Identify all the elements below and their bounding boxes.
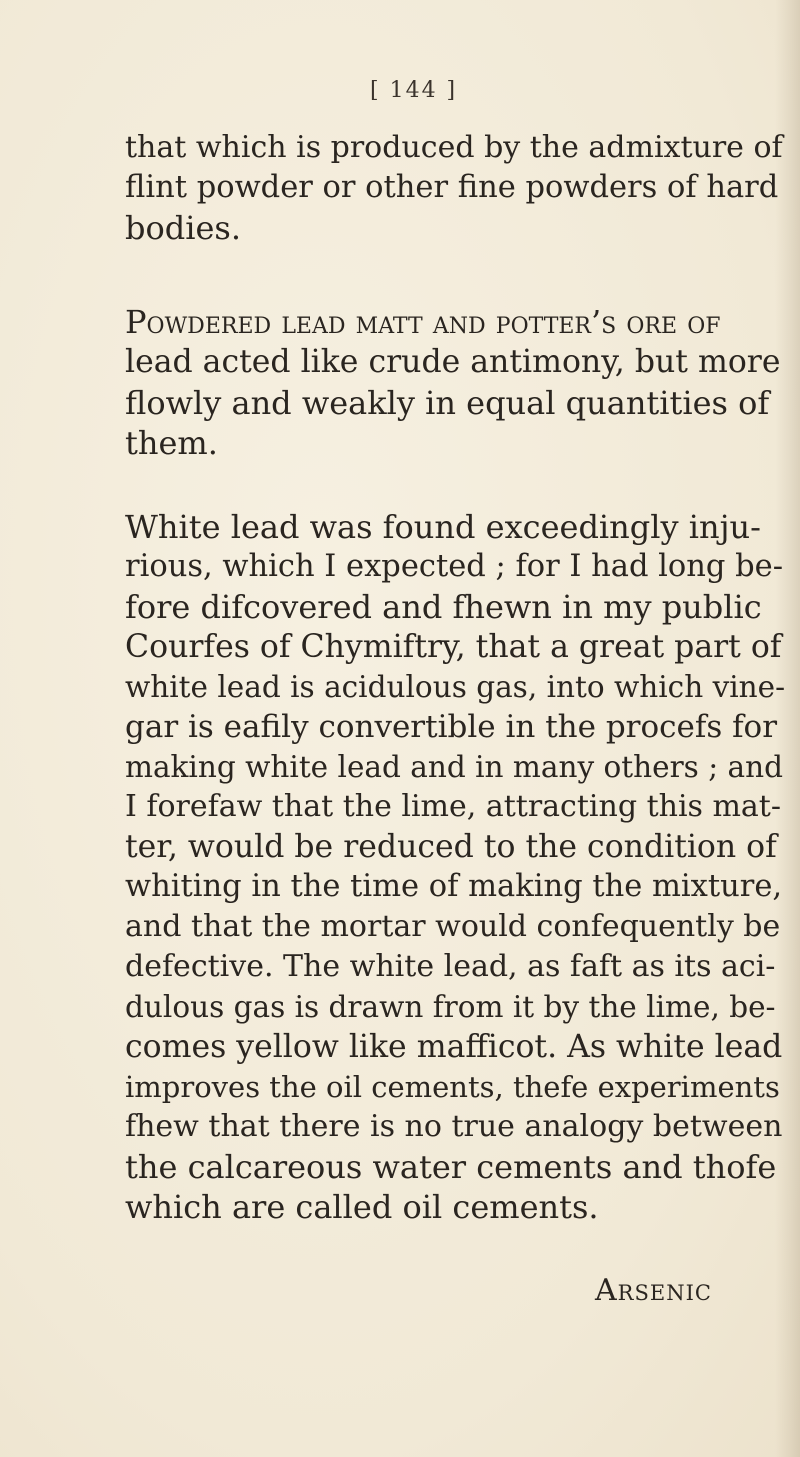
- text-line: them.: [125, 424, 218, 462]
- text-line: white lead is acidulous gas, into which vine-: [125, 670, 786, 704]
- text-line: gar is eafily convertible in the procefs for: [125, 709, 778, 745]
- text-line: lead acted like crude antimony, but more: [125, 344, 781, 380]
- text-line: flint powder or other fine powders of hard: [125, 170, 779, 205]
- text-line: fhew that there is no true analogy between: [125, 1109, 783, 1144]
- text-line: the calcareous water cements and thofe: [125, 1148, 777, 1186]
- text-line: that which is produced by the admixture of: [125, 130, 783, 165]
- text-line: dulous gas is drawn from it by the lime, be-: [125, 990, 776, 1024]
- text-line: flowly and weakly in equal quantities of: [125, 384, 770, 422]
- text-line: and that the mortar would confequently be: [125, 909, 781, 944]
- text-line: Courfes of Chymiftry, that a great part of: [125, 629, 782, 665]
- text-line: ter, would be reduced to the condition of: [125, 829, 777, 865]
- text-line: making white lead and in many others ; and: [125, 750, 783, 784]
- text-line: improves the oil cements, thefe experiments: [125, 1070, 780, 1104]
- text-line: comes yellow like mafficot. As white lead: [125, 1029, 783, 1065]
- text-line: rious, which I expected ; for I had long be-: [125, 549, 784, 584]
- paragraph-start-line: Powdered lead matt and potter’s ore of: [125, 303, 721, 341]
- text-line: fore difcovered and fhewn in my public: [125, 588, 762, 626]
- text-line: I forefaw that the lime, attracting this mat-: [125, 789, 782, 824]
- catchword: Arsenic: [595, 1273, 712, 1308]
- text-line: whiting in the time of making the mixture,: [125, 869, 783, 904]
- page-number: [ 144 ]: [370, 78, 458, 103]
- text-line: which are called oil cements.: [125, 1188, 599, 1226]
- text-line: bodies.: [125, 209, 241, 247]
- text-line: defective. The white lead, as faft as its aci-: [125, 949, 776, 984]
- paragraph-start-line: White lead was found exceedingly inju-: [125, 508, 761, 546]
